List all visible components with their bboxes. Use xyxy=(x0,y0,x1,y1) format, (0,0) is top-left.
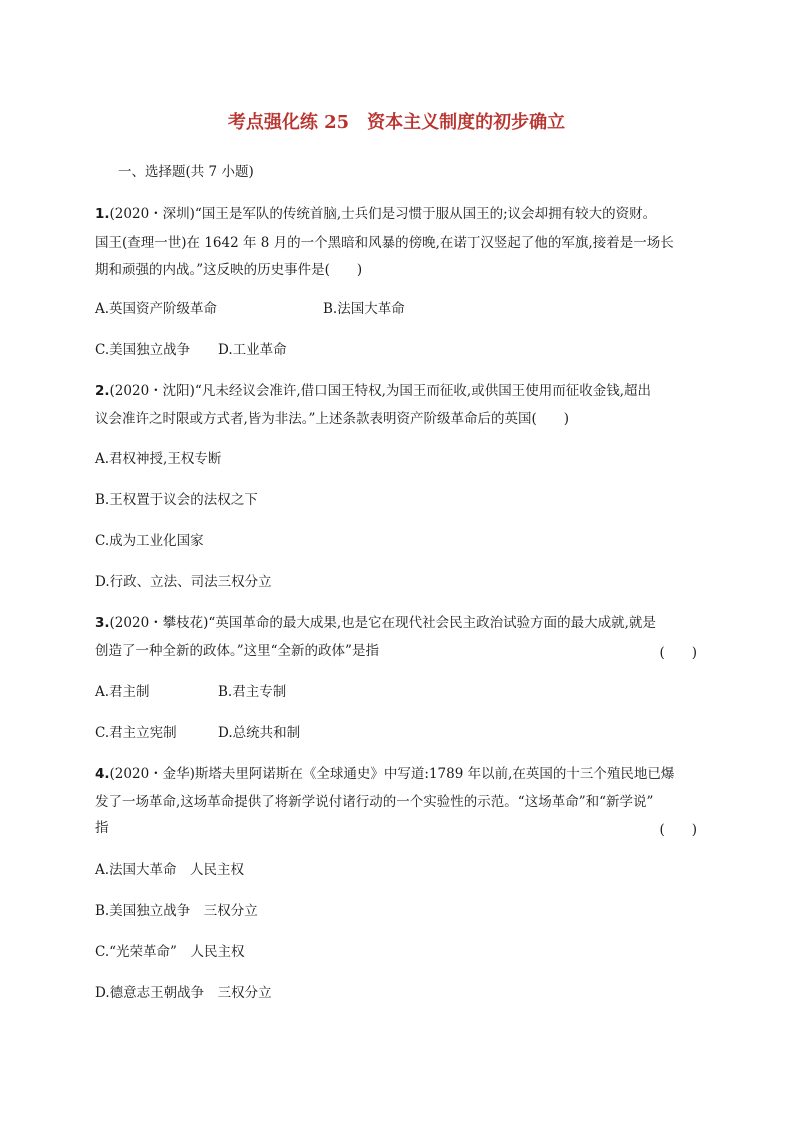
question-3-options-row-1 xyxy=(95,682,286,702)
page-title xyxy=(0,108,793,134)
title-main: 考点强化练 25 xyxy=(227,112,350,133)
question-4-option-c: C.“光荣革命” 人民主权 xyxy=(95,944,245,960)
question-text: (2020・沈阳)“凡未经议会准许,借口国王特权,为国王而征收,或供国王使用而征收金钱,超出 xyxy=(109,383,651,399)
section-heading: 一、选择题(共 7 小题) xyxy=(118,164,254,180)
question-3-line-1 xyxy=(95,613,656,633)
question-1-line-1 xyxy=(95,204,656,224)
question-3-options-row-2 xyxy=(95,723,300,743)
question-text: (2020・金华)斯塔夫里阿诺斯在《全球通史》中写道:1789 年以前,在英国的十三个殖民地已爆 xyxy=(109,766,675,782)
option-b: B.君主专制 xyxy=(218,684,287,700)
option-d: D.总统共和制 xyxy=(218,725,301,741)
question-2-option-a: A.君权神授,王权专断 xyxy=(95,451,222,467)
question-1-line-3: 期和顽强的内战。”这反映的历史事件是( ) xyxy=(95,262,363,278)
question-number: 2. xyxy=(95,383,110,399)
question-1-line-2: 国王(查理一世)在 1642 年 8 月的一个黑暗和风暴的傍晚,在诺丁汉竖起了他的军旗,接着是一场长 xyxy=(95,235,674,251)
answer-bracket: ( ) xyxy=(659,645,697,661)
option-b: B.法国大革命 xyxy=(323,301,405,317)
option-d: D.工业革命 xyxy=(218,342,287,358)
question-4-option-b: B.美国独立战争 三权分立 xyxy=(95,903,258,919)
question-2-line-2: 议会准许之时限或方式者,皆为非法。”上述条款表明资产阶级革命后的英国( ) xyxy=(95,411,569,427)
option-a: A.英国资产阶级革命 xyxy=(95,301,218,317)
question-4-option-d: D.德意志王朝战争 三权分立 xyxy=(95,985,272,1001)
answer-bracket: ( ) xyxy=(659,822,697,838)
question-3-line-2: 创造了一种全新的政体。”这里“全新的政体”是指 xyxy=(95,643,379,659)
question-4-option-a: A.法国大革命 人民主权 xyxy=(95,862,245,878)
question-number: 1. xyxy=(95,206,110,222)
question-2-option-d: D.行政、立法、司法三权分立 xyxy=(95,574,272,590)
question-number: 3. xyxy=(95,615,110,631)
question-1-options-row-1 xyxy=(95,299,405,319)
question-4-line-3: 指 xyxy=(95,820,109,836)
question-2-line-1 xyxy=(95,381,651,401)
question-2-option-c: C.成为工业化国家 xyxy=(95,533,204,549)
option-a: A.君主制 xyxy=(95,684,150,700)
question-2-option-b: B.王权置于议会的法权之下 xyxy=(95,492,258,508)
question-text: (2020・攀枝花)“英国革命的最大成果,也是它在现代社会民主政治试验方面的最大成就,就是 xyxy=(109,615,656,631)
question-number: 4. xyxy=(95,766,110,782)
question-4-line-2: 发了一场革命,这场革命提供了将新学说付诸行动的一个实验性的示范。“这场革命”和“新学说” xyxy=(95,794,654,810)
option-c: C.君主立宪制 xyxy=(95,725,177,741)
title-sub: 资本主义制度的初步确立 xyxy=(367,112,566,133)
question-text: (2020・深圳)“国王是军队的传统首脑,士兵们是习惯于服从国王的;议会却拥有较大的资财。 xyxy=(109,206,657,222)
question-1-options-row-2 xyxy=(95,340,287,360)
question-4-line-1 xyxy=(95,764,674,784)
option-c: C.美国独立战争 xyxy=(95,342,191,358)
